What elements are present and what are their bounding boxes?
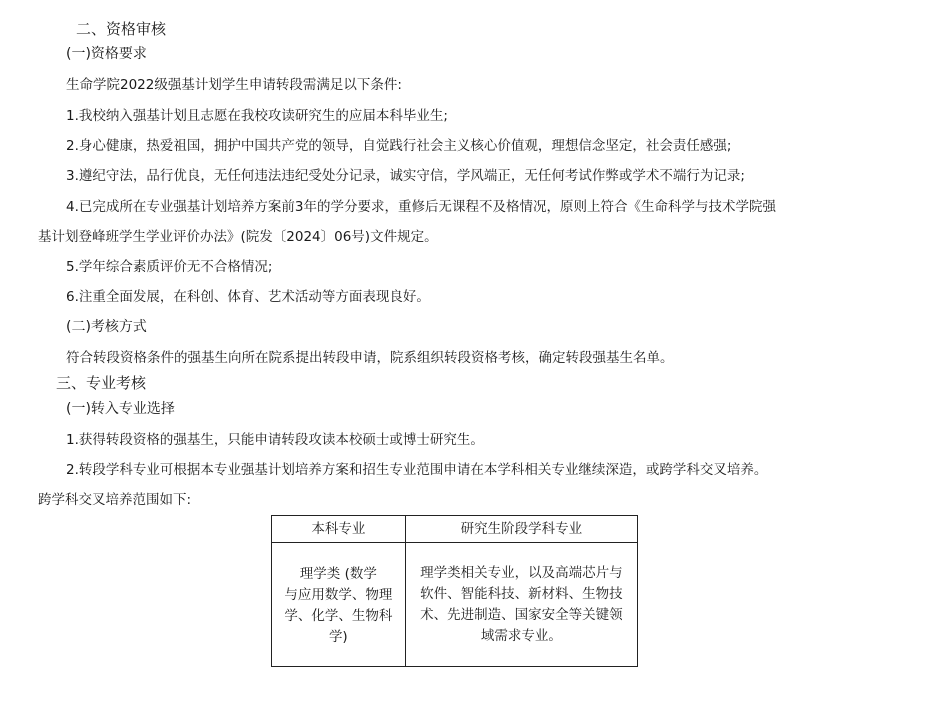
table-header-graduate-discipline: 研究生阶段学科专业 bbox=[405, 516, 637, 543]
graduate-discipline-line: 术、先进制造、国家安全等关键领 bbox=[420, 606, 623, 623]
undergrad-major-line: 学、化学、生物科 bbox=[284, 607, 393, 624]
table-cell-graduate-discipline bbox=[405, 543, 637, 667]
table-cell-undergrad-major bbox=[272, 543, 406, 667]
cross-discipline-table bbox=[271, 515, 638, 667]
graduate-discipline-line: 理学类相关专业，以及高端芯片与 bbox=[420, 564, 623, 581]
assessment-method-text: 符合转段资格条件的强基生向所在院系提出转段申请，院系组织转段资格考核，确定转段强基生名单。 bbox=[66, 350, 674, 366]
requirement-item-4-continued: 基计划登峰班学生学业评价办法》(院发〔2024〕06号)文件规定。 bbox=[38, 229, 438, 245]
table-header-row bbox=[272, 516, 638, 543]
undergrad-major-line: 学) bbox=[328, 628, 348, 645]
graduate-discipline-line: 软件、智能科技、新材料、生物技 bbox=[420, 585, 623, 602]
subsection-assessment-method-title: (二)考核方式 bbox=[66, 319, 147, 335]
table-row bbox=[272, 543, 638, 667]
graduate-discipline-line: 域需求专业。 bbox=[480, 627, 562, 644]
requirement-item-6: 6.注重全面发展，在科创、体育、艺术活动等方面表现良好。 bbox=[66, 289, 430, 305]
table-header-undergrad-major: 本科专业 bbox=[272, 516, 406, 543]
section-2-title: 二、资格审核 bbox=[76, 20, 167, 38]
major-selection-item-2: 2.转段学科专业可根据本专业强基计划培养方案和招生专业范围申请在本学科相关专业继续深造，或跨学科交叉培养。 bbox=[66, 462, 768, 478]
section-3-title: 三、专业考核 bbox=[56, 374, 147, 392]
subsection-major-selection-title: (一)转入专业选择 bbox=[66, 401, 175, 417]
subsection-qualification-requirements-title: (一)资格要求 bbox=[66, 46, 147, 62]
requirement-item-5: 5.学年综合素质评价无不合格情况; bbox=[66, 259, 273, 275]
requirement-item-2: 2.身心健康，热爱祖国，拥护中国共产党的领导，自觉践行社会主义核心价值观，理想信念坚定，社会责任感强; bbox=[66, 138, 732, 154]
undergrad-major-line: 理学类 (数学 bbox=[299, 565, 377, 582]
undergrad-major-line: 与应用数学、物理 bbox=[284, 586, 393, 603]
major-selection-item-1: 1.获得转段资格的强基生，只能申请转段攻读本校硕士或博士研究生。 bbox=[66, 432, 484, 448]
cross-discipline-scope-label: 跨学科交叉培养范围如下: bbox=[38, 492, 192, 508]
requirements-intro: 生命学院2022级强基计划学生申请转段需满足以下条件: bbox=[66, 77, 402, 93]
requirement-item-4: 4.已完成所在专业强基计划培养方案前3年的学分要求，重修后无课程不及格情况，原则上符合《生命科学与技术学院强 bbox=[66, 199, 776, 215]
requirement-item-3: 3.遵纪守法，品行优良，无任何违法违纪受处分记录，诚实守信，学风端正，无任何考试作弊或学术不端行为记录; bbox=[66, 168, 745, 184]
requirement-item-1: 1.我校纳入强基计划且志愿在我校攻读研究生的应届本科毕业生; bbox=[66, 108, 448, 124]
